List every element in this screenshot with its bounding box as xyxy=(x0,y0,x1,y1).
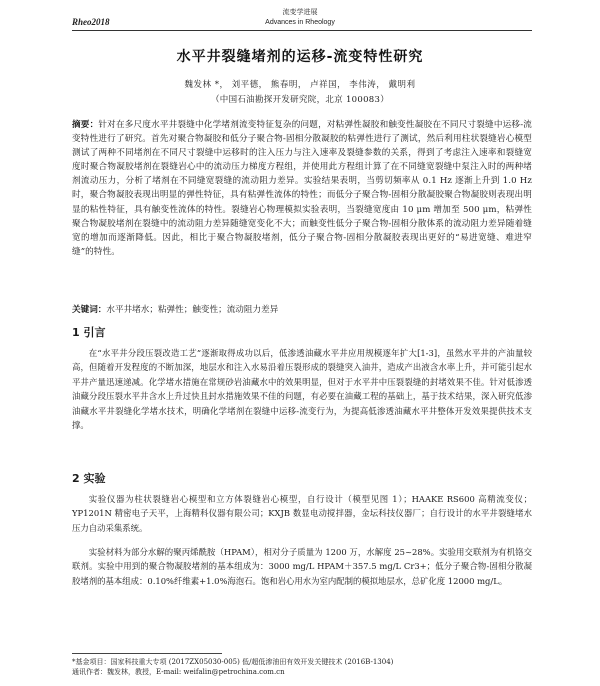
experiment-paragraph-materials: 实验材料为部分水解的聚丙烯酰胺（HPAM），相对分子质量为 1200 万，水解度 25~28%。实验用交联剂为有机铬交联剂。实验中用到的聚合物凝胶堵剂的基本组成为：3000 mg/L HPAM＋357.5 mg/L Cr3+；低分子聚合物-固相分散凝胶堵剂的基本组成：0.10%纤维素+1.0%海泡石。饱和岩心用水为室内配制的模拟地层水，总矿化度 12000 mg/L。 xyxy=(72,547,532,586)
abstract-label: 摘要： xyxy=(72,120,99,130)
keywords-text: 水平井堵水；粘弹性；触变性；流动阻力差异 xyxy=(106,305,279,315)
footnote-corresponding-author: 通讯作者：魏发林，教授，E-mail: weifalin@petrochina.com.cn xyxy=(72,668,285,676)
author-affiliation: （中国石油勘探开发研究院，北京 100083） xyxy=(210,95,390,105)
introduction-paragraph: 在“水平井分段压裂改造工艺”逐渐取得成功以后，低渗透油藏水平井应用规模逐年扩大[1-3]，虽然水平井的产油量较高，但随着开发程度的不断加深，地层水和注入水易沿着压裂形成的裂缝突入油井，造成产出液含水率上升，并可能引起水平井产量迅速递减。化学堵水措施在常规砂岩油藏水中的效果明显，但对于水平井中压裂裂缝的封堵效果不佳。针对低渗透油藏分段压裂水平井含水上升过快且封水措施效果不佳的问题，有必要在油藏工程的基础上，基于技术结果，深入研究低渗油藏水平井裂缝化学堵水技术，明确化学堵剂在裂缝中运移-流变行为，为提高低渗透油藏水平井整体开发效果提供技术支撑。 xyxy=(72,348,532,431)
keywords-label: 关键词： xyxy=(72,305,107,315)
section-heading-introduction: 1 引言 xyxy=(72,326,106,339)
author-list: 魏发林 *， 刘平德， 熊春明， 卢祥国， 李伟涛， 戴明利 xyxy=(184,80,416,90)
abstract-text: 针对在多尺度水平井裂缝中化学堵剂流变特征复杂的问题，对粘弹性凝胶和触变性凝胶在不同尺寸裂缝中运移-流变特性进行了研究。首先对聚合物凝胶和低分子聚合物-固相分散凝胶的粘弹性进行了测试，然后利用柱状裂缝岩心模型测试了两种不同堵剂在不同尺寸裂缝中运移时的注入压力与注入速率及裂缝参数的关系，得到了考虑注入速率和裂缝宽度时聚合物凝胶堵剂在裂缝岩心中的流动压力梯度方程组，并使用此方程组计算了在不同缝宽裂缝中泵注入时的两种堵剂流动压力，分析了堵剂在不同缝宽裂缝的流动阻力差异。实验结果表明，当剪切频率从 0.1 Hz 逐渐上升到 1.0 Hz 时，聚合物凝胶表现出明显的弹性特征，具有粘弹性流体的特性；而低分子聚合物-固相分散凝胶聚合物凝胶则表现出明显的粘性特征，具有触变性流体的特性。裂缝岩心物理模拟实验表明，当裂缝宽度由 10 μm 增加至 500 μm，粘弹性聚合物凝胶堵剂在裂缝中的流动阻力差异随缝宽变化不大；而触变性低分子聚合物-固相分散体系的流动阻力差异随着缝宽的增加而逐渐降低。因此，相比于聚合物凝胶堵剂，低分子聚合物-固相分散凝胶表现出更好的“易进宽缝、难进窄缝”的特性。 xyxy=(72,120,532,257)
footnote xyxy=(72,657,532,677)
experiment-paragraph-instruments: 实验仪器为柱状裂缝岩心模型和立方体裂缝岩心模型，自行设计（模型见图 1）；HAAKE RS600 高精流变仪；YP1201N 精密电子天平，上海精科仪器有限公司；KXJB 数显电动搅拌器，金坛科技仪器厂；自行设计的水平井裂缝堵水压力自动采集系统。 xyxy=(72,494,532,533)
running-header-journal-en: Advances in Rheology xyxy=(265,19,335,26)
header-rule xyxy=(72,30,532,31)
conference-logo: Rheo2018 xyxy=(72,17,110,27)
section-heading-experiment: 2 实验 xyxy=(72,472,106,485)
footnote-rule xyxy=(72,653,222,654)
keywords xyxy=(72,304,532,316)
footnote-funding: *基金项目：国家科技重大专项 (2017ZX05030-005) 低/超低渗油田有效开发关键技术 (2016B-1304) xyxy=(72,658,394,666)
abstract xyxy=(72,118,532,259)
running-header-journal-cn: 流变学进展 xyxy=(282,8,318,16)
paper-title: 水平井裂缝堵剂的运移-流变特性研究 xyxy=(176,49,424,65)
